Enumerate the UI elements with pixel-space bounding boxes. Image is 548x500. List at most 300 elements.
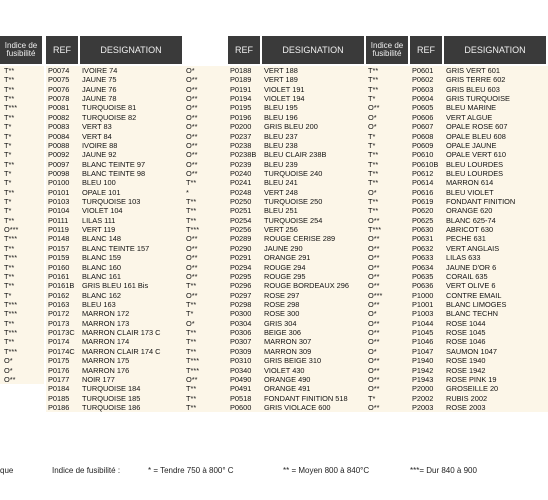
designation-cell: OPALE 101 [82,187,121,197]
designation-cell: PECHE 631 [446,234,486,244]
ref-cell: P1044 [412,318,434,328]
indice-cell: T* [4,206,12,216]
designation-cell: VERT 248 [264,187,298,197]
ref-cell: P0184 [48,384,70,394]
indice-cell: T* [4,131,12,141]
indice-cell: O** [368,337,380,347]
designation-cell: TURQUOISE 185 [82,393,141,403]
indice-cell: T** [186,178,197,188]
indice-cell: T* [4,168,12,178]
indice-cell: O** [368,328,380,338]
ref-cell: P0084 [48,131,70,141]
ref-cell: P1047 [412,346,434,356]
table-row [46,356,228,365]
table-row [0,216,44,225]
table-row [0,150,44,159]
table-row [46,272,228,281]
indice-cell: T** [368,150,379,160]
table-row [46,188,228,197]
table-row [46,300,228,309]
ref-cell: P0186 [48,402,70,412]
indice-cell: O** [368,215,380,225]
designation-cell: OPALE VERT 610 [446,150,506,160]
table-row [46,103,228,112]
ref-cell: P0075 [48,75,70,85]
ref-cell: P0076 [48,84,70,94]
table-row [46,160,228,169]
legend-moyen: ** = Moyen 800 à 840°C [283,466,370,475]
table-row [0,366,44,375]
table-row [410,113,548,122]
ref-cell: P0092 [48,150,70,160]
indice-cell: O** [186,94,198,104]
table-row [228,281,410,290]
designation-cell: FONDANT FINITION 518 [264,393,348,403]
table-row [228,75,410,84]
designation-cell: ROUGE BORDEAUX 296 [264,281,350,291]
indice-cell: T** [186,197,197,207]
table-row [46,197,228,206]
ref-cell: P0612 [412,168,434,178]
table-row [228,66,410,75]
table-row [46,75,228,84]
ref-cell: P1942 [412,365,434,375]
table-row [410,366,548,375]
ref-cell: P0172 [48,309,70,319]
indice-cell: O** [368,318,380,328]
table-row [228,94,410,103]
table-row [410,337,548,346]
indice-cell: O** [186,112,198,122]
ref-cell: P0610 [412,150,434,160]
table-row [228,160,410,169]
indice-cell: O** [186,159,198,169]
table-row [46,263,228,272]
table-row [410,122,548,131]
indice-cell: T** [4,318,15,328]
table-row [228,403,410,412]
ref-cell: P0294 [230,262,252,272]
ref-cell: P0289 [230,234,252,244]
ref-cell: P0173 [48,318,70,328]
designation-header: DESIGNATION [262,36,366,64]
table-row [46,113,228,122]
table-row [0,141,44,150]
table-row [0,132,44,141]
designation-cell: MARRON 175 [82,356,130,366]
table-row [0,375,44,384]
table-row [0,66,44,75]
table-row [410,319,548,328]
ref-cell: P0619 [412,197,434,207]
ref-cell: P0601 [412,66,434,75]
designation-cell: ROSE 297 [264,290,300,300]
designation-cell: BLEU 241 [264,178,298,188]
designation-cell: TURQUOISE 254 [264,215,323,225]
table-row [0,356,44,365]
table-row [410,66,548,75]
table-row [0,225,44,234]
indice-cell: O** [186,103,198,113]
indice-header [0,36,44,64]
indice-cell: T** [4,66,15,75]
designation-cell: OPALE ROSE 607 [446,122,508,132]
table-row [228,244,410,253]
indice-cell: T** [368,66,379,75]
table-row [46,178,228,187]
ref-header: REF [410,36,444,64]
ref-cell: P0600 [230,402,252,412]
indice-cell: T** [186,393,197,403]
designation-cell: GRIS 304 [264,318,297,328]
designation-cell: CONTRE EMAIL [446,290,502,300]
ref-cell: P1000 [412,290,434,300]
ref-cell: P0297 [230,290,252,300]
ref-cell: P0237 [230,131,252,141]
indice-cell: O** [368,243,380,253]
ref-cell: P0098 [48,168,70,178]
designation-cell: CORAIL 635 [446,271,488,281]
table-row [46,141,228,150]
indice-cell: T** [368,84,379,94]
indice-cell: T** [368,197,379,207]
indice-cell: T*** [186,225,200,235]
indice-cell: T** [186,402,197,412]
indice-cell: T** [186,346,197,356]
indice-cell: T*** [4,328,18,338]
indice-cell: T** [368,168,379,178]
indice-cell: O** [368,299,380,309]
ref-cell: P0256 [230,225,252,235]
ref-cell: P0161 [48,271,70,281]
designation-cell: VERT 256 [264,225,298,235]
ref-cell: P0157 [48,243,70,253]
table-row [46,66,228,75]
table-row [46,169,228,178]
left-strip-rows [0,66,44,384]
ref-cell: P1943 [412,374,434,384]
designation-cell: MARRON 176 [82,365,130,375]
ref-cell: P0304 [230,318,252,328]
table-row [0,197,44,206]
table-row [0,291,44,300]
table-row [228,347,410,356]
table-row [228,169,410,178]
table-row [0,300,44,309]
ref-cell: P0634 [412,262,434,272]
indice-cell: O* [368,309,377,319]
indice-cell: O** [186,122,198,132]
table-row [0,94,44,103]
designation-cell: VERT OLIVE 6 [446,281,496,291]
table-row [228,103,410,112]
ref-cell: P0295 [230,271,252,281]
indice-cell: T** [368,206,379,216]
designation-cell: ORANGE 620 [446,206,493,216]
table-row [46,347,228,356]
designation-cell: MARRON 174 [82,337,130,347]
table-row [46,319,228,328]
ref-cell: P0160 [48,262,70,272]
table-row [0,178,44,187]
table-row [228,272,410,281]
indice-cell: T*** [4,299,18,309]
table-row [228,375,410,384]
table-row [410,234,548,243]
indice-cell: T** [4,271,15,281]
designation-cell: GRIS VERT 601 [446,66,500,75]
table-3-rows [410,66,548,412]
ref-cell: P0074 [48,66,70,75]
table-row [228,216,410,225]
indice-cell: O** [368,365,380,375]
table-row [0,122,44,131]
table-row [46,94,228,103]
ref-cell: P1046 [412,337,434,347]
ref-cell: P0620 [412,206,434,216]
table-row [46,234,228,243]
indice-cell: T*** [4,234,18,244]
table-row [410,291,548,300]
indice-cell: T** [4,281,15,291]
ref-header: REF [46,36,80,64]
table-row [228,319,410,328]
designation-cell: JAUNE 92 [82,150,117,160]
indice-cell: O** [368,253,380,263]
designation-cell: GRIS BLEU 200 [264,122,318,132]
indice-header [366,36,410,64]
indice-cell: T* [368,94,376,104]
indice-cell: O* [4,356,13,366]
ref-cell: P0174C [48,346,75,356]
designation-cell: JAUNE 290 [264,243,303,253]
designation-cell: GRIS BLEU 161 Bis [82,281,149,291]
designation-cell: VIOLET 104 [82,206,123,216]
indice-cell: O** [186,243,198,253]
indice-cell: O** [186,374,198,384]
table-row [0,244,44,253]
table-row [0,160,44,169]
ref-cell: P0162 [48,290,70,300]
table-row [410,281,548,290]
designation-cell: BLEU 239 [264,159,298,169]
table-row [410,150,548,159]
indice-cell: * [186,187,189,197]
indice-cell: T** [186,206,197,216]
ref-cell: P0602 [412,75,434,85]
table-row [410,272,548,281]
table-2-rows [228,66,410,412]
ref-cell: P0104 [48,206,70,216]
table-row [0,253,44,262]
table-row [228,85,410,94]
indice-cell: T* [368,140,376,150]
table-row [410,347,548,356]
indice-cell: T** [368,178,379,188]
table-row [0,206,44,215]
table-row [228,337,410,346]
designation-cell: GROSEILLE 20 [446,384,499,394]
ref-cell: P2000 [412,384,434,394]
designation-cell: BLANC 162 [82,290,122,300]
indice-header-line1: Indice de [4,41,38,50]
designation-cell: IVOIRE 88 [82,140,118,150]
ref-cell: P0254 [230,215,252,225]
indice-cell: T** [368,159,379,169]
table-row [410,188,548,197]
ref-cell: P0291 [230,253,252,263]
designation-cell: VERT ALGUE [446,112,493,122]
indice-cell: O** [368,374,380,384]
ref-cell: P0604 [412,94,434,104]
table-row [410,216,548,225]
designation-cell: TURQUOISE 240 [264,168,323,178]
table-row [0,85,44,94]
indice-cell: O*** [368,290,383,300]
table-row [46,384,228,393]
table-row [410,356,548,365]
indice-cell: T* [4,178,12,188]
ref-cell: P0078 [48,94,70,104]
designation-cell: JAUNE 78 [82,94,117,104]
table-row [46,253,228,262]
designation-cell: GRIS BEIGE 310 [264,356,322,366]
indice-cell: T** [186,281,197,291]
designation-cell: ROSE 1045 [446,328,486,338]
indice-cell: T** [4,337,15,347]
table-row [0,103,44,112]
ref-cell: P0188 [230,66,252,75]
designation-cell: FONDANT FINITION [446,197,516,207]
ref-cell: P0632 [412,243,434,253]
table-row [410,169,548,178]
table-row [0,234,44,243]
table-row [228,234,410,243]
table-row [46,394,228,403]
indice-cell: T** [186,384,197,394]
ref-cell: P0606 [412,112,434,122]
designation-cell: RUBIS 2002 [446,393,488,403]
indice-cell: T** [4,215,15,225]
designation-cell: TURQUOISE 184 [82,384,141,394]
table-row [410,225,548,234]
indice-cell: T*** [4,346,18,356]
table-row [410,244,548,253]
designation-cell: ROSE 298 [264,299,300,309]
table-row [228,328,410,337]
designation-cell: GRIS BLEU 603 [446,84,500,94]
header-gap [184,36,228,64]
ref-cell: P0238 [230,140,252,150]
ref-cell: P0081 [48,103,70,113]
ref-cell: P0103 [48,197,70,207]
table-row [228,384,410,393]
ref-cell: P0633 [412,253,434,263]
indice-cell: T** [4,112,15,122]
table-row [46,85,228,94]
indice-cell: O** [368,356,380,366]
indice-cell: T** [4,94,15,104]
table-row [46,216,228,225]
ref-cell: P0111 [48,215,69,225]
ref-cell: P0189 [230,75,252,85]
designation-cell: BLEU 196 [264,112,298,122]
ref-cell: P0490 [230,374,252,384]
table-row [0,328,44,337]
indice-cell: T** [4,75,15,85]
designation-cell: MARRON 172 [82,309,130,319]
designation-cell: ABRICOT 630 [446,225,494,235]
table-row [410,141,548,150]
designation-cell: BEIGE 306 [264,328,301,338]
ref-cell: P0241 [230,178,252,188]
table-row [228,132,410,141]
table-1-rows [46,66,228,412]
table-row [228,141,410,150]
ref-cell: P0248 [230,187,252,197]
table-row [46,244,228,253]
designation-cell: BLANC 625-74 [446,215,496,225]
designation-cell: BLEU 238 [264,140,298,150]
designation-cell: BLEU LOURDES [446,159,504,169]
designation-cell: GRIS TURQUOISE [446,94,510,104]
ref-cell: P0300 [230,309,252,319]
designation-cell: ROSE 1940 [446,356,486,366]
table-row [410,197,548,206]
designation-cell: ROSE 1942 [446,365,486,375]
table-row [228,113,410,122]
designation-cell: VERT 84 [82,131,112,141]
indice-header-line2: fusibilité [6,49,36,58]
designation-cell: VERT ANGLAIS [446,243,500,253]
table-row [228,122,410,131]
ref-cell: P0083 [48,122,70,132]
table-row [0,337,44,346]
indice-cell: T* [4,290,12,300]
ref-cell: P0290 [230,243,252,253]
table-row [410,206,548,215]
table-row [228,356,410,365]
designation-cell: JAUNE D'OR 6 [446,262,497,272]
ref-cell: P0101 [48,187,70,197]
ref-cell: P0518 [230,393,252,403]
ref-cell: P0177 [48,374,70,384]
designation-cell: ORANGE 490 [264,374,311,384]
table-row [410,160,548,169]
ref-cell: P0491 [230,384,252,394]
designation-cell: VIOLET 430 [264,365,305,375]
designation-cell: BLEU VIOLET [446,187,494,197]
ref-cell: P0605 [412,103,434,113]
designation-cell: GRIS TERRE 602 [446,75,506,85]
indice-cell: T* [186,309,194,319]
indice-cell: O** [368,234,380,244]
table-row [228,197,410,206]
designation-cell: BLEU 251 [264,206,298,216]
legend-tendre: * = Tendre 750 à 800° C [148,466,234,475]
indice-cell: T*** [368,225,382,235]
indice-cell: T** [186,299,197,309]
designation-cell: BLEU 195 [264,103,298,113]
ref-cell: P0119 [48,225,69,235]
table-row [46,281,228,290]
table-row [410,403,548,412]
ref-cell: P0610B [412,159,439,169]
designation-cell: VIOLET 194 [264,94,305,104]
ref-cell: P0603 [412,84,434,94]
designation-cell: BLEU 100 [82,178,116,188]
table-row [46,150,228,159]
